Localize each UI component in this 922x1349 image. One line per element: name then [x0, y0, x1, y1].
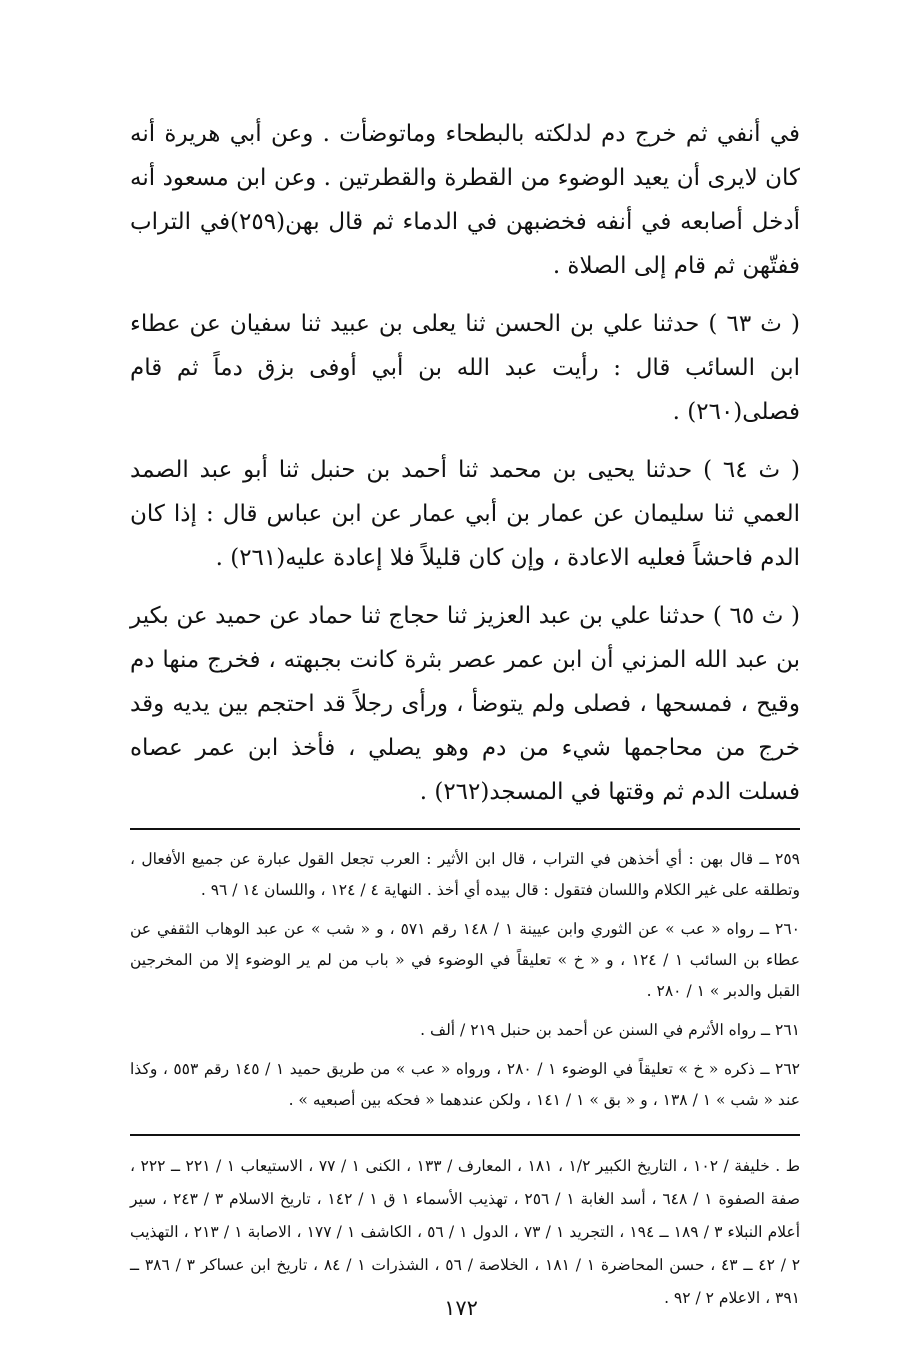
biography-text: ط . خليفة / ١٠٢ ، التاريخ الكبير ١/٢ ، ١٨١ ، المعارف / ١٣٣ ، الكنى ١ / ٧٧ ، الاستيعاب ١ / ٢٢١ ــ ٢٢٢ ، صفة الصفوة ١ / ٦٤٨ ، أسد الغابة ١ / ٢٥٦ ، تهذيب الأسماء ١ ق ١ / ١٤٢ ، تاريخ الاسلام ٣ / ٢٤٣ ، سير أعلام النبلاء ٣ / ١٨٩ ــ ١٩٤ ، التجريد ١ / ٧٣ ، الدول ١ / ٥٦ ، الكاشف ١ / ١٧٧ ، الاصابة ١ / ٢١٣ ، التهذيب ٢ / ٤٢ ــ ٤٣ ، حسن المحاضرة ١ / ١٨١ ، الخلاصة / ٥٦ ، الشذرات ١ / ٨٤ ، تاريخ ابن عساكر ٣ / ٣٨٦ ــ ٣٩١ ، الاعلام ٢ / ٩٢ . — [130, 1157, 801, 1307]
page-number: ١٧٢ — [444, 1296, 478, 1320]
paragraph-hadith-63: ( ث ٦٣ ) حدثنا علي بن الحسن ثنا يعلى بن عبيد ثنا سفيان عن عطاء ابن السائب قال : رأيت عبد الله بن أبي أوفى بزق دماً ثم قام فصلى(٢٦٠) . — [130, 311, 800, 425]
footnote-262: ٢٦٢ ــ ذكره « خ » تعليقاً في الوضوء ١ / ٢٨٠ ، ورواه « عب » من طريق حميد ١ / ١٤٥ رقم ٥٥٣ ، وكذا عند « شب » ١ / ١٣٨ ، و « بق » ١ / ١٤١ ، ولكن عندهما « فحكه بين أصبعيه » . — [130, 1060, 800, 1109]
paragraph-hadith-65: ( ث ٦٥ ) حدثنا علي بن عبد العزيز ثنا حجاج ثنا حماد عن حميد عن بكير بن عبد الله المزني أن ابن عمر عصر بثرة كانت بجبهته ، فخرج منها دم وقيح ، فمسحها ، فصلى ولم يتوضأ ، ورأى رجلاً قد احتجم بين يديه وقد خرج من محاجمها شيء من دم وهو يصلي ، فأخذ ابن عمر عصاه فسلت الدم ثم وقتها في المسجد(٢٦٢) . — [130, 603, 800, 805]
footnote-divider — [130, 828, 800, 830]
biography-references — [130, 1150, 800, 1315]
paragraph-intro: في أنفي ثم خرج دم لدلكته بالبطحاء وماتوضأت . وعن أبي هريرة أنه كان لايرى أن يعيد الوضوء من القطرة والقطرتين . وعن ابن مسعود أنه أدخل أصابعه في أنفه فخضبهن في الدماء ثم قال بهن(٢٥٩)في التراب ففتّهن ثم قام إلى الصلاة . — [130, 121, 800, 279]
main-text — [130, 112, 800, 814]
footnotes — [130, 844, 800, 1116]
footnote-261: ٢٦١ ــ رواه الأثرم في السنن عن أحمد بن حنبل ٢١٩ / ألف . — [420, 1021, 800, 1039]
bio-divider — [130, 1134, 800, 1136]
paragraph-hadith-64: ( ث ٦٤ ) حدثنا يحيى بن محمد ثنا أحمد بن حنبل ثنا أبو عبد الصمد العمي ثنا سليمان عن عمار بن أبي عمار عن ابن عباس قال : إذا كان الدم فاحشاً فعليه الاعادة ، وإن كان قليلاً فلا إعادة عليه(٢٦١) . — [130, 457, 800, 571]
footnote-260: ٢٦٠ ــ رواه « عب » عن الثوري وابن عيينة ١ / ١٤٨ رقم ٥٧١ ، و « شب » عن عبد الوهاب الثقفي عن عطاء بن السائب ١ / ١٢٤ ، و « خ » تعليقاً في الوضوء في « باب من لم ير الوضوء إلا من المخرجين القبل والدبر » ١ / ٢٨٠ . — [130, 920, 801, 1000]
footnote-259: ٢٥٩ ــ قال بهن : أي أخذهن في التراب ، قال ابن الأثير : العرب تجعل القول عبارة عن جميع الأفعال ، وتطلقه على غير الكلام واللسان فتقول : قال بيده أي أخذ . النهاية ٤ / ١٢٤ ، واللسان ١٤ / ٩٦ . — [130, 850, 801, 899]
